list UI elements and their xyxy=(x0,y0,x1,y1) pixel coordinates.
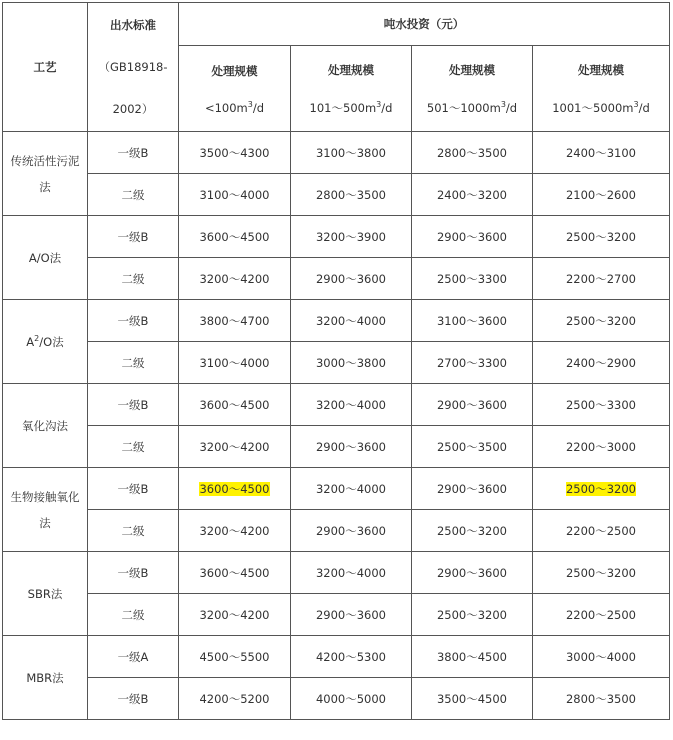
scale-title: 处理规模 xyxy=(449,62,495,77)
investment-value: 2900～3600 xyxy=(436,397,508,412)
investment-cell xyxy=(412,384,533,426)
scale-unit-post: /d xyxy=(638,100,650,115)
table-row xyxy=(3,300,670,342)
investment-cell xyxy=(412,258,533,300)
investment-cell xyxy=(291,510,412,552)
investment-cell xyxy=(179,636,291,678)
scale-unit-post: /d xyxy=(505,100,518,115)
investment-cell xyxy=(291,342,412,384)
investment-value: 2500～3200 xyxy=(565,565,637,580)
investment-cell xyxy=(291,468,412,510)
investment-cell xyxy=(412,426,533,468)
investment-value: 4000～5000 xyxy=(315,691,387,706)
investment-cell xyxy=(179,552,291,594)
investment-value: 2100～2600 xyxy=(565,187,637,202)
investment-cell xyxy=(412,132,533,174)
table-row xyxy=(3,132,670,174)
investment-value: 2900～3600 xyxy=(436,229,508,244)
table-row xyxy=(3,342,670,384)
investment-cell xyxy=(179,258,291,300)
investment-value: 3500～4300 xyxy=(199,145,270,160)
process-name-text: SBR法 xyxy=(27,586,63,601)
table-row xyxy=(3,258,670,300)
investment-cell xyxy=(533,342,670,384)
standard-level: 一级B xyxy=(88,384,179,426)
investment-value: 4200～5300 xyxy=(315,649,387,664)
investment-cell xyxy=(533,426,670,468)
investment-cell xyxy=(291,552,412,594)
process-name xyxy=(3,636,88,720)
process-name-text: MBR法 xyxy=(26,670,64,685)
process-name xyxy=(3,216,88,300)
investment-cell xyxy=(179,510,291,552)
investment-cell xyxy=(412,552,533,594)
investment-cell xyxy=(179,384,291,426)
standard-level: 一级B xyxy=(88,216,179,258)
header-scale-4 xyxy=(533,46,670,132)
table-row xyxy=(3,468,670,510)
investment-cell xyxy=(291,426,412,468)
investment-value: 2900～3600 xyxy=(436,565,508,580)
standard-level: 二级 xyxy=(88,258,179,300)
table-row xyxy=(3,552,670,594)
investment-cell xyxy=(533,132,670,174)
investment-value: 2500～3300 xyxy=(565,397,637,412)
header-standard-line: 2002） xyxy=(112,102,154,116)
investment-value: 2500～3500 xyxy=(436,439,508,454)
investment-cell xyxy=(179,594,291,636)
scale-unit-pre: 501～1000m xyxy=(426,100,501,115)
scale-unit-pre: 101～500m xyxy=(309,100,377,115)
scale-unit-sup: 3 xyxy=(500,99,506,109)
standard-level: 二级 xyxy=(88,510,179,552)
investment-value: 3100～4000 xyxy=(199,187,270,202)
scale-unit-sup: 3 xyxy=(247,99,253,109)
investment-cell xyxy=(412,636,533,678)
process-name-text: A xyxy=(26,334,35,349)
investment-value: 2400～2900 xyxy=(565,355,637,370)
investment-cell xyxy=(412,342,533,384)
process-name-text: 传统活性污泥法 xyxy=(10,153,80,194)
table-row xyxy=(3,426,670,468)
scale-unit-pre: <100m xyxy=(204,100,248,115)
table-row xyxy=(3,510,670,552)
standard-level: 二级 xyxy=(88,426,179,468)
investment-cell xyxy=(533,174,670,216)
investment-value: 2500～3200 xyxy=(436,523,508,538)
investment-value: 3800～4500 xyxy=(436,649,508,664)
investment-value: 2200～2500 xyxy=(565,607,637,622)
standard-level: 一级B xyxy=(88,552,179,594)
investment-value: 2500～3200 xyxy=(565,313,637,328)
header-process: 工艺 xyxy=(3,3,88,132)
standard-level: 一级B xyxy=(88,132,179,174)
investment-cell xyxy=(179,678,291,720)
investment-cell xyxy=(412,300,533,342)
investment-value: 4500～5500 xyxy=(199,649,270,664)
scale-title: 处理规模 xyxy=(211,63,258,78)
scale-unit-sup: 3 xyxy=(633,99,639,109)
table-body xyxy=(3,132,670,720)
process-name-sup: 2 xyxy=(34,333,40,343)
header-investment: 吨水投资（元） xyxy=(179,3,670,46)
investment-value: 2500～3200 xyxy=(565,481,637,496)
investment-cell xyxy=(533,216,670,258)
investment-value: 2200～2500 xyxy=(565,523,637,538)
investment-cell xyxy=(291,174,412,216)
investment-value: 3200～4200 xyxy=(199,439,270,454)
investment-cell xyxy=(179,300,291,342)
investment-value: 3500～4500 xyxy=(436,691,508,706)
standard-level: 二级 xyxy=(88,342,179,384)
investment-value: 2800～3500 xyxy=(436,145,508,160)
investment-value: 3200～4000 xyxy=(315,565,387,580)
investment-value: 2500～3300 xyxy=(436,271,508,286)
investment-cell xyxy=(291,132,412,174)
investment-cell xyxy=(533,258,670,300)
investment-cell xyxy=(412,468,533,510)
investment-value: 2900～3600 xyxy=(315,439,387,454)
investment-value: 2500～3200 xyxy=(436,607,508,622)
header-standard xyxy=(88,3,179,132)
investment-cell xyxy=(412,678,533,720)
investment-cell xyxy=(533,468,670,510)
investment-value: 2200～2700 xyxy=(565,271,637,286)
investment-value: 3200～4000 xyxy=(315,481,387,496)
investment-table xyxy=(2,2,670,720)
table-row xyxy=(3,678,670,720)
process-name-suffix: /O法 xyxy=(39,334,64,349)
investment-value: 2900～3600 xyxy=(315,523,387,538)
investment-cell xyxy=(412,216,533,258)
scale-unit-post: /d xyxy=(381,100,393,115)
header-standard-line: 出水标准 xyxy=(110,18,156,32)
investment-value: 3000～3800 xyxy=(315,355,387,370)
investment-value: 3200～3900 xyxy=(315,229,387,244)
investment-value: 2200～3000 xyxy=(565,439,637,454)
standard-level: 一级B xyxy=(88,678,179,720)
investment-value: 2800～3500 xyxy=(315,187,387,202)
table-row xyxy=(3,384,670,426)
process-name xyxy=(3,300,88,384)
investment-cell xyxy=(533,300,670,342)
process-name xyxy=(3,132,88,216)
investment-value: 3800～4700 xyxy=(199,313,270,328)
investment-value: 3100～4000 xyxy=(199,355,270,370)
investment-cell xyxy=(412,594,533,636)
scale-title: 处理规模 xyxy=(578,62,624,77)
scale-unit-pre: 1001～5000m xyxy=(552,100,634,115)
investment-value: 3200～4200 xyxy=(199,607,270,622)
investment-cell xyxy=(533,636,670,678)
investment-cell xyxy=(179,216,291,258)
investment-value: 2400～3200 xyxy=(436,187,508,202)
investment-cell xyxy=(533,552,670,594)
scale-title: 处理规模 xyxy=(328,62,374,77)
investment-value: 3200～4200 xyxy=(199,523,270,538)
standard-level: 二级 xyxy=(88,174,179,216)
investment-cell xyxy=(533,678,670,720)
table-row xyxy=(3,174,670,216)
process-name-text: 生物接触氧化法 xyxy=(10,489,80,530)
process-name xyxy=(3,384,88,468)
investment-cell xyxy=(179,426,291,468)
investment-cell xyxy=(533,384,670,426)
investment-cell xyxy=(533,594,670,636)
investment-value: 3100～3800 xyxy=(315,145,387,160)
investment-cell xyxy=(291,384,412,426)
investment-value: 2900～3600 xyxy=(315,607,387,622)
investment-value: 3000～4000 xyxy=(565,649,637,664)
investment-cell xyxy=(179,468,291,510)
standard-level: 一级B xyxy=(88,300,179,342)
investment-value: 3200～4000 xyxy=(315,397,387,412)
header-scale-1 xyxy=(179,46,291,132)
investment-value: 3200～4200 xyxy=(199,271,270,286)
process-name-text: A/O法 xyxy=(28,250,62,265)
header-scale-2 xyxy=(291,46,412,132)
investment-cell xyxy=(179,174,291,216)
process-name xyxy=(3,552,88,636)
investment-value: 3100～3600 xyxy=(436,313,508,328)
investment-cell xyxy=(291,678,412,720)
scale-unit-sup: 3 xyxy=(376,99,382,109)
investment-value: 3600～4500 xyxy=(199,481,270,496)
investment-cell xyxy=(533,510,670,552)
investment-value: 2400～3100 xyxy=(565,145,637,160)
investment-cell xyxy=(412,510,533,552)
investment-cell xyxy=(412,174,533,216)
investment-value: 3600～4500 xyxy=(199,565,270,580)
investment-cell xyxy=(179,132,291,174)
investment-cell xyxy=(291,300,412,342)
table-row xyxy=(3,636,670,678)
investment-cell xyxy=(291,636,412,678)
header-standard-line: （GB18918- xyxy=(98,60,168,74)
process-name xyxy=(3,468,88,552)
table-row xyxy=(3,594,670,636)
investment-value: 2500～3200 xyxy=(565,229,637,244)
header-scale-3 xyxy=(412,46,533,132)
investment-cell xyxy=(291,216,412,258)
standard-level: 一级B xyxy=(88,468,179,510)
standard-level: 一级A xyxy=(88,636,179,678)
investment-cell xyxy=(291,258,412,300)
investment-value: 3600～4500 xyxy=(199,229,270,244)
table-header xyxy=(3,3,670,132)
standard-level: 二级 xyxy=(88,594,179,636)
scale-unit xyxy=(533,100,669,116)
investment-cell xyxy=(291,594,412,636)
investment-value: 2700～3300 xyxy=(436,355,508,370)
investment-value: 2900～3600 xyxy=(315,271,387,286)
investment-value: 2900～3600 xyxy=(436,481,508,496)
investment-value: 3600～4500 xyxy=(199,397,270,412)
scale-unit-post: /d xyxy=(252,100,265,115)
scale-unit xyxy=(179,101,290,115)
process-name-text: 氧化沟法 xyxy=(22,418,68,433)
scale-unit xyxy=(412,100,532,116)
investment-value: 2800～3500 xyxy=(565,691,637,706)
investment-value: 4200～5200 xyxy=(199,691,270,706)
investment-value: 3200～4000 xyxy=(315,313,387,328)
table-row xyxy=(3,216,670,258)
scale-unit xyxy=(291,100,411,116)
investment-cell xyxy=(179,342,291,384)
